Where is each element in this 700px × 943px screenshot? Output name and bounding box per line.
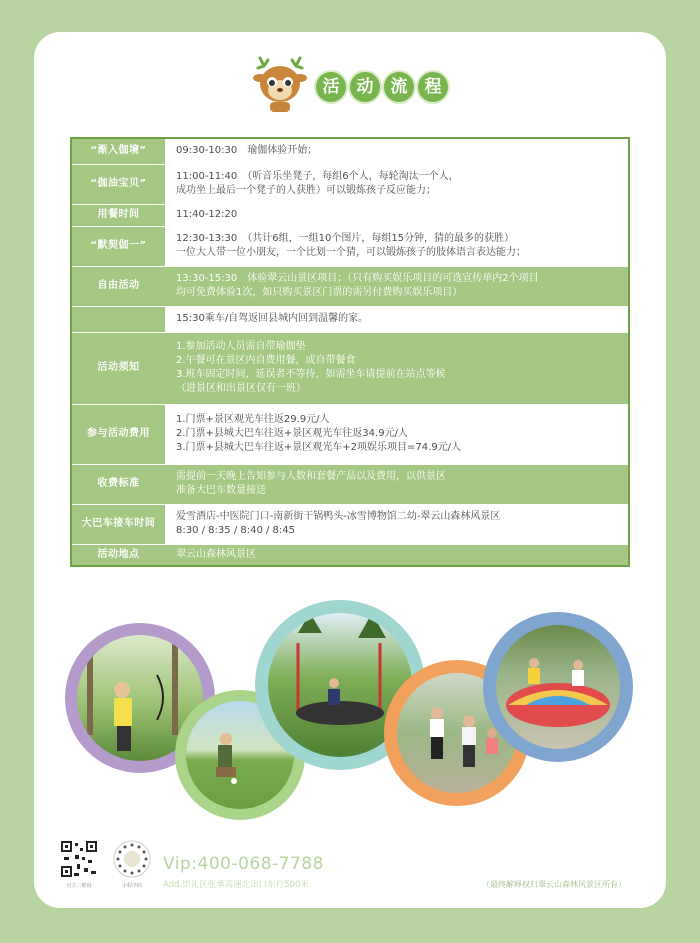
schedule-row-label: “默契伽一” <box>71 226 165 266</box>
schedule-row <box>71 138 629 164</box>
schedule-row <box>71 226 629 266</box>
schedule-line: 1.参加活动人员需自带瑜伽垫 <box>176 341 306 352</box>
schedule-row-content <box>165 544 629 566</box>
schedule-line: 准备大巴车数量接送 <box>176 485 266 496</box>
schedule-row-content <box>165 404 629 464</box>
schedule-line: 11:40-12:20 <box>176 209 238 220</box>
schedule-row <box>71 266 629 306</box>
schedule-line: 均可免费体验1次，如只购买景区门票的需另付费购买娱乐项目） <box>176 287 463 298</box>
rights-notice: （最终解释权归翠云山森林风景区所有） <box>482 880 626 889</box>
section-title <box>316 72 448 102</box>
schedule-row <box>71 332 629 404</box>
title-char: 程 <box>418 72 448 102</box>
schedule-row <box>71 544 629 566</box>
schedule-row-content <box>165 226 629 266</box>
mini-program-code-icon <box>113 840 151 878</box>
schedule-row <box>71 404 629 464</box>
schedule-line: 15:30乘车/自驾返回县城内回到温馨的家。 <box>176 313 369 324</box>
schedule-line: 13:30-15:30 体验翠云山景区项目；（只有购买娱乐项目的可选宣传单内2个项目 <box>176 273 539 284</box>
schedule-row-content <box>165 464 629 504</box>
schedule-row-label: 活动须知 <box>71 332 165 404</box>
schedule-row-label: 大巴车接车时间 <box>71 504 165 544</box>
schedule-row-label: 参与活动费用 <box>71 404 165 464</box>
schedule-row <box>71 504 629 544</box>
schedule-row-content <box>165 204 629 226</box>
schedule-row-label: 用餐时间 <box>71 204 165 226</box>
qr2-caption: 小程序码 <box>121 883 142 889</box>
address: Add.崇礼区张承高速北出口东行500米 <box>163 880 309 890</box>
schedule-line: 3.班车固定时间，延误者不等待，如需坐车请提前在站点等候 <box>176 369 446 380</box>
schedule-table <box>70 137 630 567</box>
title-char: 动 <box>350 72 380 102</box>
schedule-row-content <box>165 138 629 164</box>
schedule-row-content <box>165 266 629 306</box>
schedule-line: 2.门票+县城大巴车往返+景区观光车往返34.9元/人 <box>176 428 408 439</box>
schedule-line: 翠云山森林风景区 <box>176 548 256 560</box>
schedule-row-label: 收费标准 <box>71 464 165 504</box>
schedule-row-label: 自由活动 <box>71 266 165 306</box>
schedule-line: 2.午餐可在景区内自费用餐，或自带餐食 <box>176 355 356 366</box>
schedule-line: 09:30-10:30 瑜伽体验开始； <box>176 145 318 157</box>
schedule-row-label: “渐入伽境” <box>71 138 165 164</box>
schedule-line: 需提前一天晚上告知参与人数和套餐产品以及费用，以供景区 <box>176 471 446 482</box>
schedule-line: 12:30-13:30 （共计6组，一组10个图片，每组15分钟，猜的最多的获胜） <box>176 233 515 244</box>
title-char: 流 <box>384 72 414 102</box>
schedule-row <box>71 164 629 204</box>
deer-mascot-icon <box>250 52 310 114</box>
schedule-row <box>71 306 629 332</box>
schedule-row-content <box>165 164 629 204</box>
schedule-row-content <box>165 504 629 544</box>
schedule-row-label: “伽油宝贝” <box>71 164 165 204</box>
vip-phone: Vip:400-068-7788 <box>163 854 324 874</box>
schedule-row <box>71 464 629 504</box>
schedule-line: 爱雪酒店-中医院门口-南新街干锅鸭头-冰雪博物馆二幼-翠云山森林风景区 <box>176 511 501 522</box>
schedule-row-label: 活动地点 <box>71 544 165 566</box>
schedule-row-content <box>165 306 629 332</box>
schedule-row-label <box>71 306 165 332</box>
schedule-line: 一位大人带一位小朋友，一个比划一个猜，可以锻炼孩子的肢体语言表达能力； <box>176 247 526 258</box>
schedule-line: 3.门票+县城大巴车往返+景区观光车+2项娱乐项目=74.9元/人 <box>176 442 462 453</box>
schedule-line: （进景区和出景区仅有一班） <box>176 383 306 394</box>
qr1-caption: 官方二维码 <box>66 883 92 889</box>
schedule-line: 1.门票+景区观光车往返29.9元/人 <box>176 414 330 425</box>
schedule-line: 8:30 / 8:35 / 8:40 / 8:45 <box>176 525 296 536</box>
schedule-line: 成功坐上最后一个凳子的人获胜）可以锻炼孩子反应能力； <box>176 185 436 196</box>
official-qr-code-icon <box>60 840 98 878</box>
schedule-row <box>71 204 629 226</box>
schedule-line: 11:00-11:40 （听音乐坐凳子，每组6个人，每轮淘汰一个人， <box>176 171 459 182</box>
schedule-row-content <box>165 332 629 404</box>
title-char: 活 <box>316 72 346 102</box>
